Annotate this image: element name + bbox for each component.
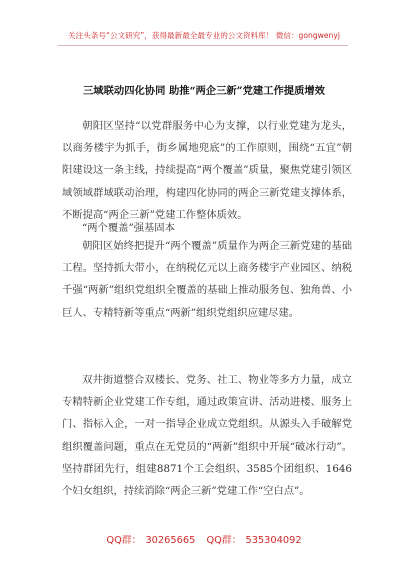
qq-group-2-number: 535304092 [245,535,302,546]
header-banner: 关注头条号“公文研究”，获得最新最全最专业的公文资料库！ 微信：gongwenyj [68,31,340,40]
qq-group-1 [104,535,197,546]
qq-group-1-number: 30265665 [145,535,196,546]
document-title: 三域联动四化协同 助推“两企三新”党建工作提质增效 [83,85,325,97]
paragraph-coverage-text: 朝阳区始终把提升“两个覆盖”质量作为两企三新党建的基础工程。坚持抓大带小，在纳税亿元以上商务楼宇产业园区、纳税千强“两新”组织党组织全覆盖的基础上推动服务包、独角兽、小巨人、专精特新等重点“两新”组织党组织应建尽建。 [62,240,352,319]
qq-group-1-label: QQ群： [106,535,142,546]
paragraph-coverage [62,235,352,324]
paragraph-shuangjing-text: 双井街道整合双楼长、党务、社工、物业等多方力量，成立专精特新企业党建工作专组，通过政策宣讲、活动进楼、服务上门、指标入企，一对一指导企业成立党组织。从源头入手破解党组织覆盖问题，重点在无党员的“两新”组织中开展“破冰行动”。坚持群团先行，组建8871个工会组织、3585个团组织、1646个妇女组织，持续消除“两企三新”党建工作“空白点”。 [62,374,352,498]
qq-group-2-label: QQ群： [206,535,242,546]
paragraph-intro-text: 朝阳区坚持“以党群服务中心为支撑，以行业党建为龙头，以商务楼宇为抓手，街乡属地兜底”的工作原则，围绕“五宜”朝阳建设这一条主线，持续提高“两个覆盖”质量，聚焦党建引领区域领域群域联动治理，构建四化协同的两企三新党建支撑体系，不断提高“两企三新”党建工作整体质效。 [62,120,352,221]
section-heading-text: “两个覆盖”强基固本 [82,222,175,234]
paragraph-intro [62,115,352,226]
header-divider [58,45,348,46]
qq-group-2 [204,535,303,546]
paragraph-shuangjing [62,369,352,502]
footer-qq-groups [0,532,408,546]
